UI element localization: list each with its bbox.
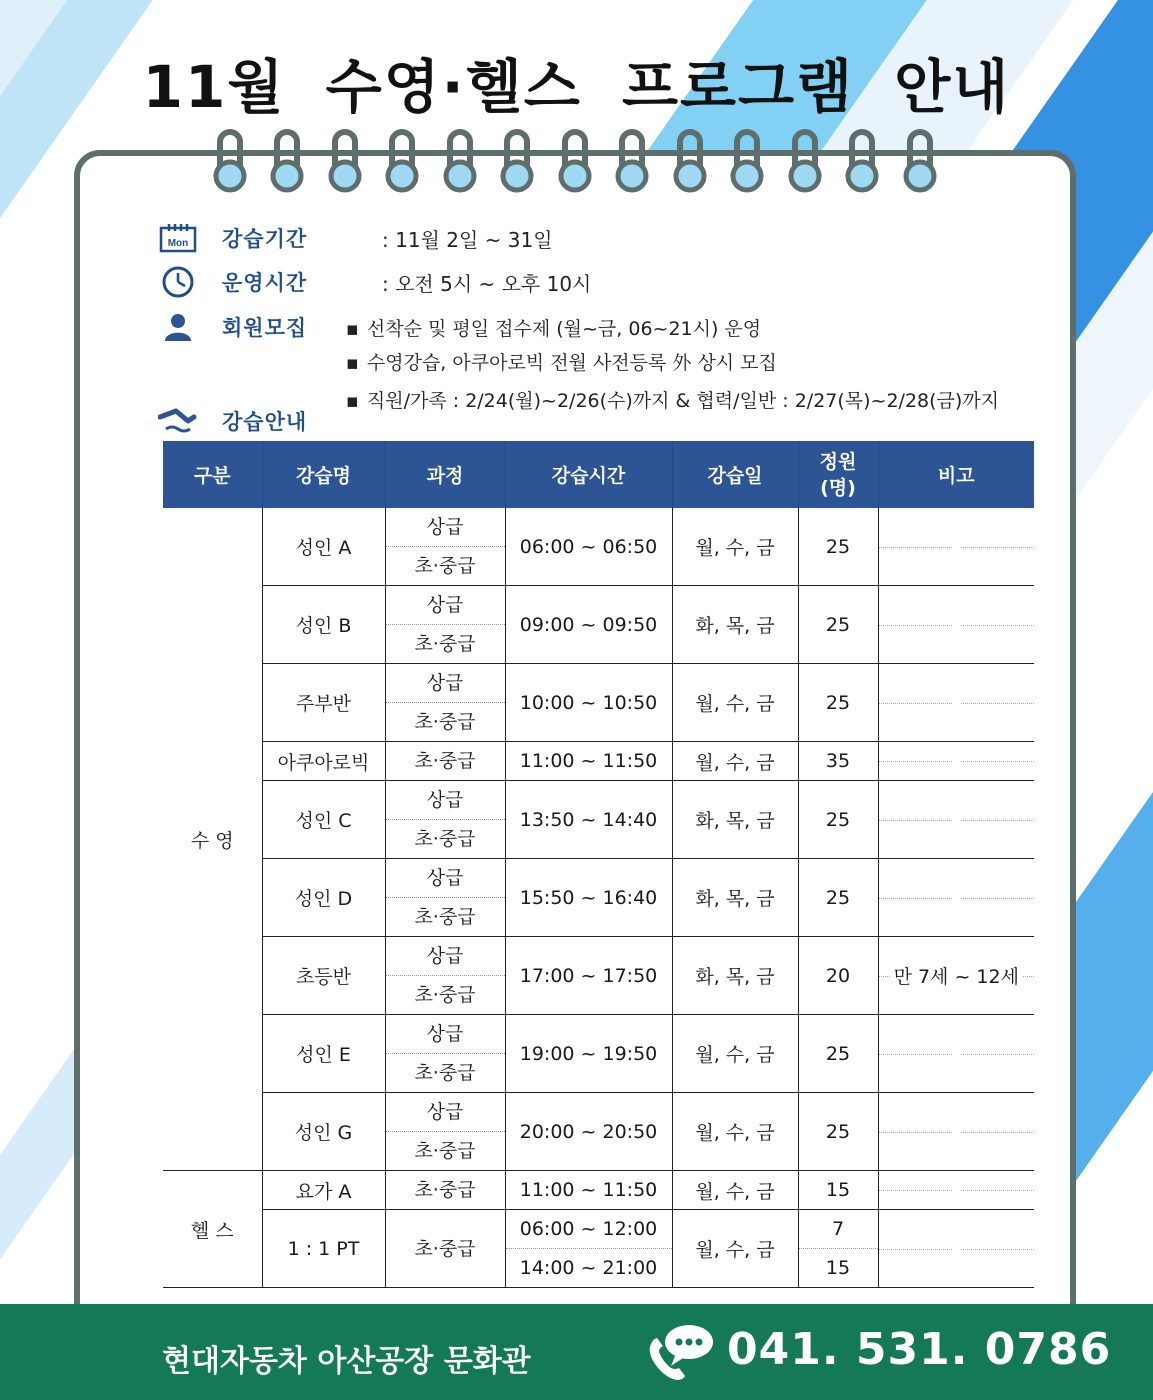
days-cell: 화, 목, 금 xyxy=(672,781,798,859)
time-cell xyxy=(505,1171,672,1210)
header-course-name: 강습명 xyxy=(262,441,385,508)
note-cell xyxy=(878,859,1034,937)
level-cell-value: 초·중급 xyxy=(386,624,505,663)
course-name-cell: 초등반 xyxy=(262,937,385,1015)
ring-icon xyxy=(497,128,537,194)
level-cell-value: 상급 xyxy=(426,1101,464,1123)
note-cell xyxy=(878,781,1034,859)
days-cell: 월, 수, 금 xyxy=(672,1093,798,1171)
capacity-cell-value: 7 xyxy=(831,1218,845,1240)
days-cell: 월, 수, 금 xyxy=(672,1015,798,1093)
table-row xyxy=(163,1171,1034,1210)
footer xyxy=(0,1304,1153,1400)
level-cell-value: 상급 xyxy=(426,867,464,889)
clock-icon xyxy=(158,266,198,298)
table-row xyxy=(163,1093,1034,1171)
time-cell-value: 14:00 ~ 21:00 xyxy=(506,1248,672,1287)
level-cell-value: 상급 xyxy=(426,945,464,967)
level-cell-value: 상급 xyxy=(426,789,464,811)
capacity-cell: 25 xyxy=(798,859,878,937)
note-cell xyxy=(878,742,1034,781)
binder-rings xyxy=(210,128,950,198)
note-text xyxy=(952,1121,960,1143)
recruit-bullet: ▪ 수영강습, 아쿠아로빅 전월 사전등록 外 상시 모집 xyxy=(346,348,777,375)
page-title: 11월 수영·헬스 프로그램 안내 xyxy=(142,53,1011,121)
header-note: 비고 xyxy=(878,441,1034,508)
ring-icon xyxy=(555,128,595,194)
note-text xyxy=(952,1179,960,1201)
swimmer-icon xyxy=(158,405,198,437)
level-cell xyxy=(385,859,505,937)
capacity-cell: 15 xyxy=(798,1171,878,1210)
table-row xyxy=(163,664,1034,742)
info-recruit xyxy=(158,311,346,343)
time-cell-value: 11:00 ~ 11:50 xyxy=(519,750,658,772)
note-cell xyxy=(878,664,1034,742)
ring-icon xyxy=(727,128,767,194)
time-cell: 15:50 ~ 16:40 xyxy=(505,859,672,937)
level-cell xyxy=(385,508,505,586)
schedule-table xyxy=(163,441,1034,1288)
course-name-cell: 아쿠아로빅 xyxy=(262,742,385,781)
note-text xyxy=(952,1043,960,1065)
level-cell-value: 초·중급 xyxy=(414,750,476,772)
level-cell-value: 초·중급 xyxy=(386,1131,505,1170)
level-cell-value: 상급 xyxy=(426,1023,464,1045)
level-cell xyxy=(385,742,505,781)
days-cell: 화, 목, 금 xyxy=(672,586,798,664)
category-cell: 헬 스 xyxy=(163,1171,262,1288)
person-icon xyxy=(158,311,198,343)
course-name-cell: 성인 A xyxy=(262,508,385,586)
note-cell xyxy=(878,586,1034,664)
ring-icon xyxy=(612,128,652,194)
ring-icon xyxy=(900,128,940,194)
course-name-cell: 성인 D xyxy=(262,859,385,937)
ring-icon xyxy=(382,128,422,194)
info-label-recruit: 회원모집 xyxy=(222,316,308,340)
level-cell-value: 초·중급 xyxy=(386,975,505,1014)
note-text xyxy=(952,1238,960,1260)
note-cell xyxy=(878,508,1034,586)
days-cell: 월, 수, 금 xyxy=(672,1210,798,1288)
ring-icon xyxy=(842,128,882,194)
calendar-icon xyxy=(158,222,198,254)
level-cell xyxy=(385,1171,505,1210)
header-category: 구분 xyxy=(163,441,262,508)
note-text xyxy=(952,809,960,831)
ring-icon xyxy=(267,128,307,194)
header-capacity: 정원 (명) xyxy=(798,441,878,508)
info-hours xyxy=(158,266,591,298)
days-cell: 월, 수, 금 xyxy=(672,664,798,742)
level-cell xyxy=(385,586,505,664)
level-cell-value: 초·중급 xyxy=(386,546,505,585)
course-name-cell: 1 : 1 PT xyxy=(262,1210,385,1288)
level-cell xyxy=(385,937,505,1015)
time-cell xyxy=(505,742,672,781)
days-cell: 화, 목, 금 xyxy=(672,859,798,937)
table-header-row xyxy=(163,441,1034,508)
table-row xyxy=(163,508,1034,586)
note-cell xyxy=(878,1210,1034,1288)
info-label-course: 강습안내 xyxy=(222,410,308,434)
note-cell xyxy=(878,1093,1034,1171)
table-row xyxy=(163,937,1034,1015)
time-cell: 20:00 ~ 20:50 xyxy=(505,1093,672,1171)
level-cell-value: 초·중급 xyxy=(386,702,505,741)
level-cell-value: 초·중급 xyxy=(386,897,505,936)
level-cell-value: 초·중급 xyxy=(386,819,505,858)
ring-icon xyxy=(785,128,825,194)
ring-icon xyxy=(210,128,250,194)
note-cell xyxy=(878,937,1034,1015)
info-period xyxy=(158,222,553,254)
days-cell: 화, 목, 금 xyxy=(672,937,798,1015)
course-name-cell: 요가 A xyxy=(262,1171,385,1210)
note-text: 만 7세 ~ 12세 xyxy=(890,966,1023,988)
level-cell-value: 상급 xyxy=(426,594,464,616)
time-cell: 19:00 ~ 19:50 xyxy=(505,1015,672,1093)
note-text xyxy=(952,692,960,714)
course-name-cell: 성인 E xyxy=(262,1015,385,1093)
info-label-period: 강습기간 xyxy=(222,227,308,251)
header-level: 과정 xyxy=(385,441,505,508)
days-cell: 월, 수, 금 xyxy=(672,1171,798,1210)
info-value-period: : 11월 2일 ~ 31일 xyxy=(382,227,553,252)
note-cell xyxy=(878,1015,1034,1093)
note-text xyxy=(952,887,960,909)
info-value-hours: : 오전 5시 ~ 오후 10시 xyxy=(382,271,592,296)
info-course xyxy=(158,405,346,437)
info-label-hours: 운영시간 xyxy=(222,271,308,295)
category-cell: 수 영 xyxy=(190,829,234,852)
table-row xyxy=(163,586,1034,664)
recruit-bullet: ▪ 선착순 및 평일 접수제 (월~금, 06~21시) 운영 xyxy=(346,314,761,341)
capacity-cell: 25 xyxy=(798,1093,878,1171)
time-cell xyxy=(505,1210,672,1288)
svg-text:Mon: Mon xyxy=(167,238,189,249)
level-cell-value: 초·중급 xyxy=(414,1237,476,1260)
note-cell xyxy=(878,1171,1034,1210)
capacity-cell: 35 xyxy=(798,742,878,781)
time-cell: 10:00 ~ 10:50 xyxy=(505,664,672,742)
table-row xyxy=(163,859,1034,937)
capacity-cell-value: 15 xyxy=(799,1248,878,1287)
ring-icon xyxy=(670,128,710,194)
time-cell: 06:00 ~ 06:50 xyxy=(505,508,672,586)
days-cell: 월, 수, 금 xyxy=(672,742,798,781)
table-row xyxy=(163,781,1034,859)
level-cell xyxy=(385,1093,505,1171)
capacity-cell: 25 xyxy=(798,664,878,742)
note-text xyxy=(952,614,960,636)
level-cell-value: 상급 xyxy=(426,516,464,538)
level-cell-value: 상급 xyxy=(426,672,464,694)
capacity-cell: 20 xyxy=(798,937,878,1015)
course-name-cell: 성인 C xyxy=(262,781,385,859)
ring-icon xyxy=(440,128,480,194)
course-name-cell: 성인 B xyxy=(262,586,385,664)
time-cell: 13:50 ~ 14:40 xyxy=(505,781,672,859)
recruit-bullet: ▪ 직원/가족 : 2/24(월)~2/26(수)까지 & 협력/일반 : 2/27(목)~2/28(금)까지 xyxy=(346,386,999,413)
table-row xyxy=(163,1210,1034,1288)
time-cell: 17:00 ~ 17:50 xyxy=(505,937,672,1015)
capacity-cell: 25 xyxy=(798,781,878,859)
footer-phone: 041. 531. 0786 xyxy=(727,1324,1112,1375)
note-text xyxy=(952,536,960,558)
level-cell-value: 초·중급 xyxy=(386,1053,505,1092)
days-cell: 월, 수, 금 xyxy=(672,508,798,586)
course-name-cell: 성인 G xyxy=(262,1093,385,1171)
footer-org: 현대자동차 아산공장 문화관 xyxy=(162,1344,531,1379)
level-cell xyxy=(385,781,505,859)
note-text xyxy=(952,750,960,772)
level-cell xyxy=(385,1015,505,1093)
ring-icon xyxy=(325,128,365,194)
header-time: 강습시간 xyxy=(505,441,672,508)
capacity-cell: 25 xyxy=(798,1015,878,1093)
capacity-cell: 25 xyxy=(798,508,878,586)
time-cell: 09:00 ~ 09:50 xyxy=(505,586,672,664)
capacity-cell xyxy=(798,1210,878,1288)
course-name-cell: 주부반 xyxy=(262,664,385,742)
capacity-cell: 25 xyxy=(798,586,878,664)
level-cell-value: 초·중급 xyxy=(414,1179,476,1201)
phone-icon xyxy=(645,1322,715,1384)
time-cell-value: 11:00 ~ 11:50 xyxy=(519,1179,658,1201)
time-cell-value: 06:00 ~ 12:00 xyxy=(519,1218,658,1240)
level-cell xyxy=(385,1210,505,1288)
table-row xyxy=(163,742,1034,781)
level-cell xyxy=(385,664,505,742)
header-days: 강습일 xyxy=(672,441,798,508)
table-row xyxy=(163,1015,1034,1093)
